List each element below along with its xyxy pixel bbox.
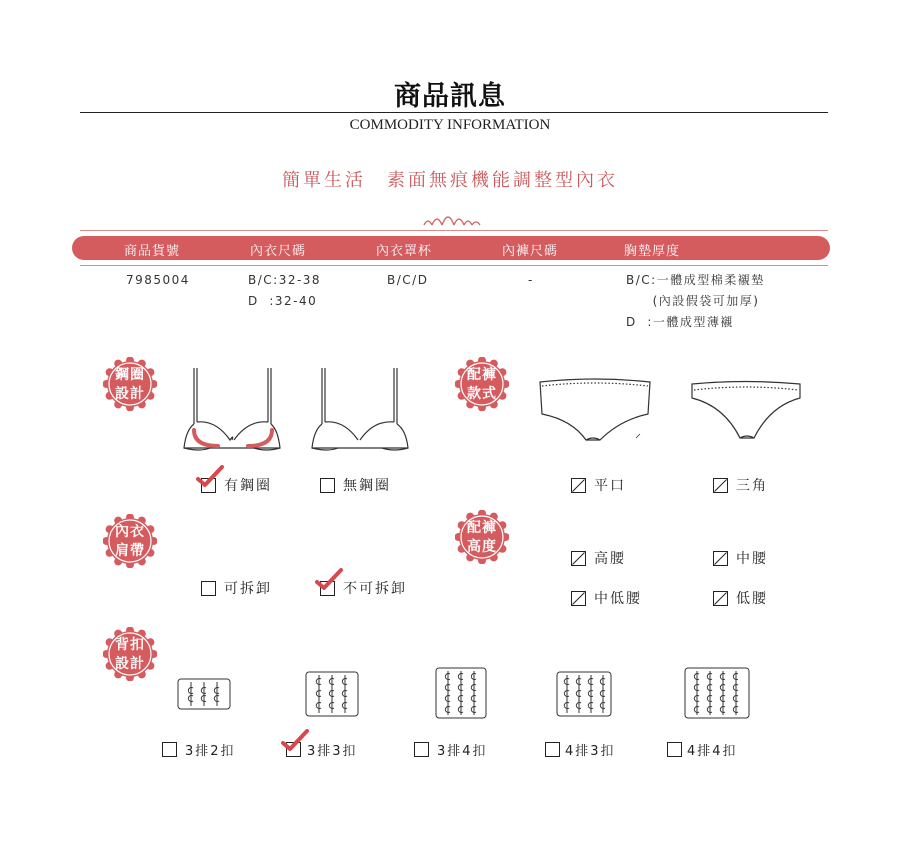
checkbox-checked[interactable] xyxy=(286,742,301,757)
header-line-bottom xyxy=(80,265,828,266)
badge-strap xyxy=(103,514,157,568)
page-subtitle: COMMODITY INFORMATION xyxy=(349,117,551,133)
title-divider xyxy=(80,112,828,113)
option-4x3[interactable] xyxy=(545,739,616,759)
badge-text-2: 設計 xyxy=(115,386,145,402)
option-3x3[interactable] xyxy=(286,739,358,759)
badge-panty-style xyxy=(455,357,509,411)
option-with-wire[interactable] xyxy=(201,475,272,495)
checkbox-checked[interactable] xyxy=(320,581,335,596)
hook-4x3-icon xyxy=(556,671,612,717)
checkbox-empty[interactable] xyxy=(320,478,335,493)
option-without-wire[interactable] xyxy=(320,475,391,495)
option-label: 無鋼圈 xyxy=(343,478,391,494)
checkmark-icon xyxy=(315,568,345,592)
option-high-rise[interactable] xyxy=(571,548,626,568)
checkmark-icon xyxy=(281,729,311,753)
checkbox-slashed[interactable] xyxy=(713,551,728,566)
badge-text-2: 高度 xyxy=(467,539,497,555)
brief-panty-illustration xyxy=(688,380,804,442)
badge-text-1: 配褲 xyxy=(467,520,497,536)
checkbox-slashed[interactable] xyxy=(713,478,728,493)
option-low-rise[interactable] xyxy=(713,588,768,608)
scallop-ornament xyxy=(420,208,484,230)
page-title: 商品訊息 xyxy=(394,81,506,112)
option-non-detachable[interactable] xyxy=(320,578,407,598)
checkbox-empty[interactable] xyxy=(201,581,216,596)
option-label: 高腰 xyxy=(594,551,626,567)
option-label: 中腰 xyxy=(736,551,768,567)
checkbox-slashed[interactable] xyxy=(571,478,586,493)
badge-text-1: 內衣 xyxy=(115,524,145,540)
checkbox-empty[interactable] xyxy=(545,742,560,757)
badge-text-2: 款式 xyxy=(467,386,497,402)
header-cup: 內衣罩杯 xyxy=(376,244,433,259)
header-panty-size: 內褲尺碼 xyxy=(502,244,559,259)
header-pad: 胸墊厚度 xyxy=(624,244,681,259)
badge-text-2: 肩帶 xyxy=(115,543,145,559)
hook-4x4-icon xyxy=(684,667,750,719)
option-label: 3排2扣 xyxy=(185,743,236,759)
badge-text-2: 設計 xyxy=(115,656,145,672)
option-label: 3排3扣 xyxy=(307,743,358,759)
option-label: 有鋼圈 xyxy=(224,478,272,494)
option-label: 可拆卸 xyxy=(224,581,272,597)
header-sku: 商品貨號 xyxy=(124,244,181,259)
hook-3x2-icon xyxy=(177,678,231,710)
badge-hook-design xyxy=(103,627,157,681)
checkbox-checked[interactable] xyxy=(201,478,216,493)
option-detachable[interactable] xyxy=(201,578,272,598)
option-3x4[interactable] xyxy=(414,739,488,759)
option-3x2[interactable] xyxy=(162,739,236,759)
option-label: 三角 xyxy=(736,478,768,494)
checkbox-empty[interactable] xyxy=(414,742,429,757)
option-label: 低腰 xyxy=(736,591,768,607)
cell-sku: 7985004 xyxy=(126,273,190,287)
option-label: 3排4扣 xyxy=(437,743,488,759)
header-bra-size: 內衣尺碼 xyxy=(250,244,307,259)
header-line-top xyxy=(80,230,828,231)
underwire-bra-illustration xyxy=(180,364,284,454)
option-label: 平口 xyxy=(594,478,626,494)
badge-wire-design xyxy=(103,357,157,411)
product-name: 簡單生活 素面無痕機能調整型內衣 xyxy=(282,170,618,191)
hook-3x4-icon xyxy=(435,667,487,719)
checkbox-slashed[interactable] xyxy=(713,591,728,606)
badge-text-1: 配褲 xyxy=(467,367,497,383)
wireless-bra-illustration xyxy=(308,364,412,454)
option-4x4[interactable] xyxy=(667,739,738,759)
checkbox-slashed[interactable] xyxy=(571,591,586,606)
badge-text-1: 背扣 xyxy=(115,637,145,653)
cell-cup: B/C/D xyxy=(387,273,429,287)
badge-text-1: 鋼圈 xyxy=(115,367,145,383)
option-label: 中低腰 xyxy=(594,591,642,607)
cell-panty-size: - xyxy=(528,273,534,287)
boyshort-panty-illustration xyxy=(536,376,654,444)
cell-pad: B/C:一體成型棉柔襯墊 (內設假袋可加厚) D :一體成型薄襯 xyxy=(626,273,765,329)
checkmark-icon xyxy=(196,465,226,489)
option-label: 4排3扣 xyxy=(565,743,616,759)
spec-header-bar xyxy=(72,236,830,260)
hook-3x3-icon xyxy=(305,671,359,717)
option-label: 不可拆卸 xyxy=(343,581,407,597)
option-label: 4排4扣 xyxy=(687,743,738,759)
checkbox-empty[interactable] xyxy=(667,742,682,757)
option-brief[interactable] xyxy=(713,475,768,495)
checkbox-slashed[interactable] xyxy=(571,551,586,566)
checkbox-empty[interactable] xyxy=(162,742,177,757)
option-boyshort[interactable] xyxy=(571,475,626,495)
cell-bra-size: B/C:32-38 D :32-40 xyxy=(248,273,322,308)
badge-panty-rise xyxy=(455,510,509,564)
option-mid-rise[interactable] xyxy=(713,548,768,568)
option-mid-low-rise[interactable] xyxy=(571,588,642,608)
